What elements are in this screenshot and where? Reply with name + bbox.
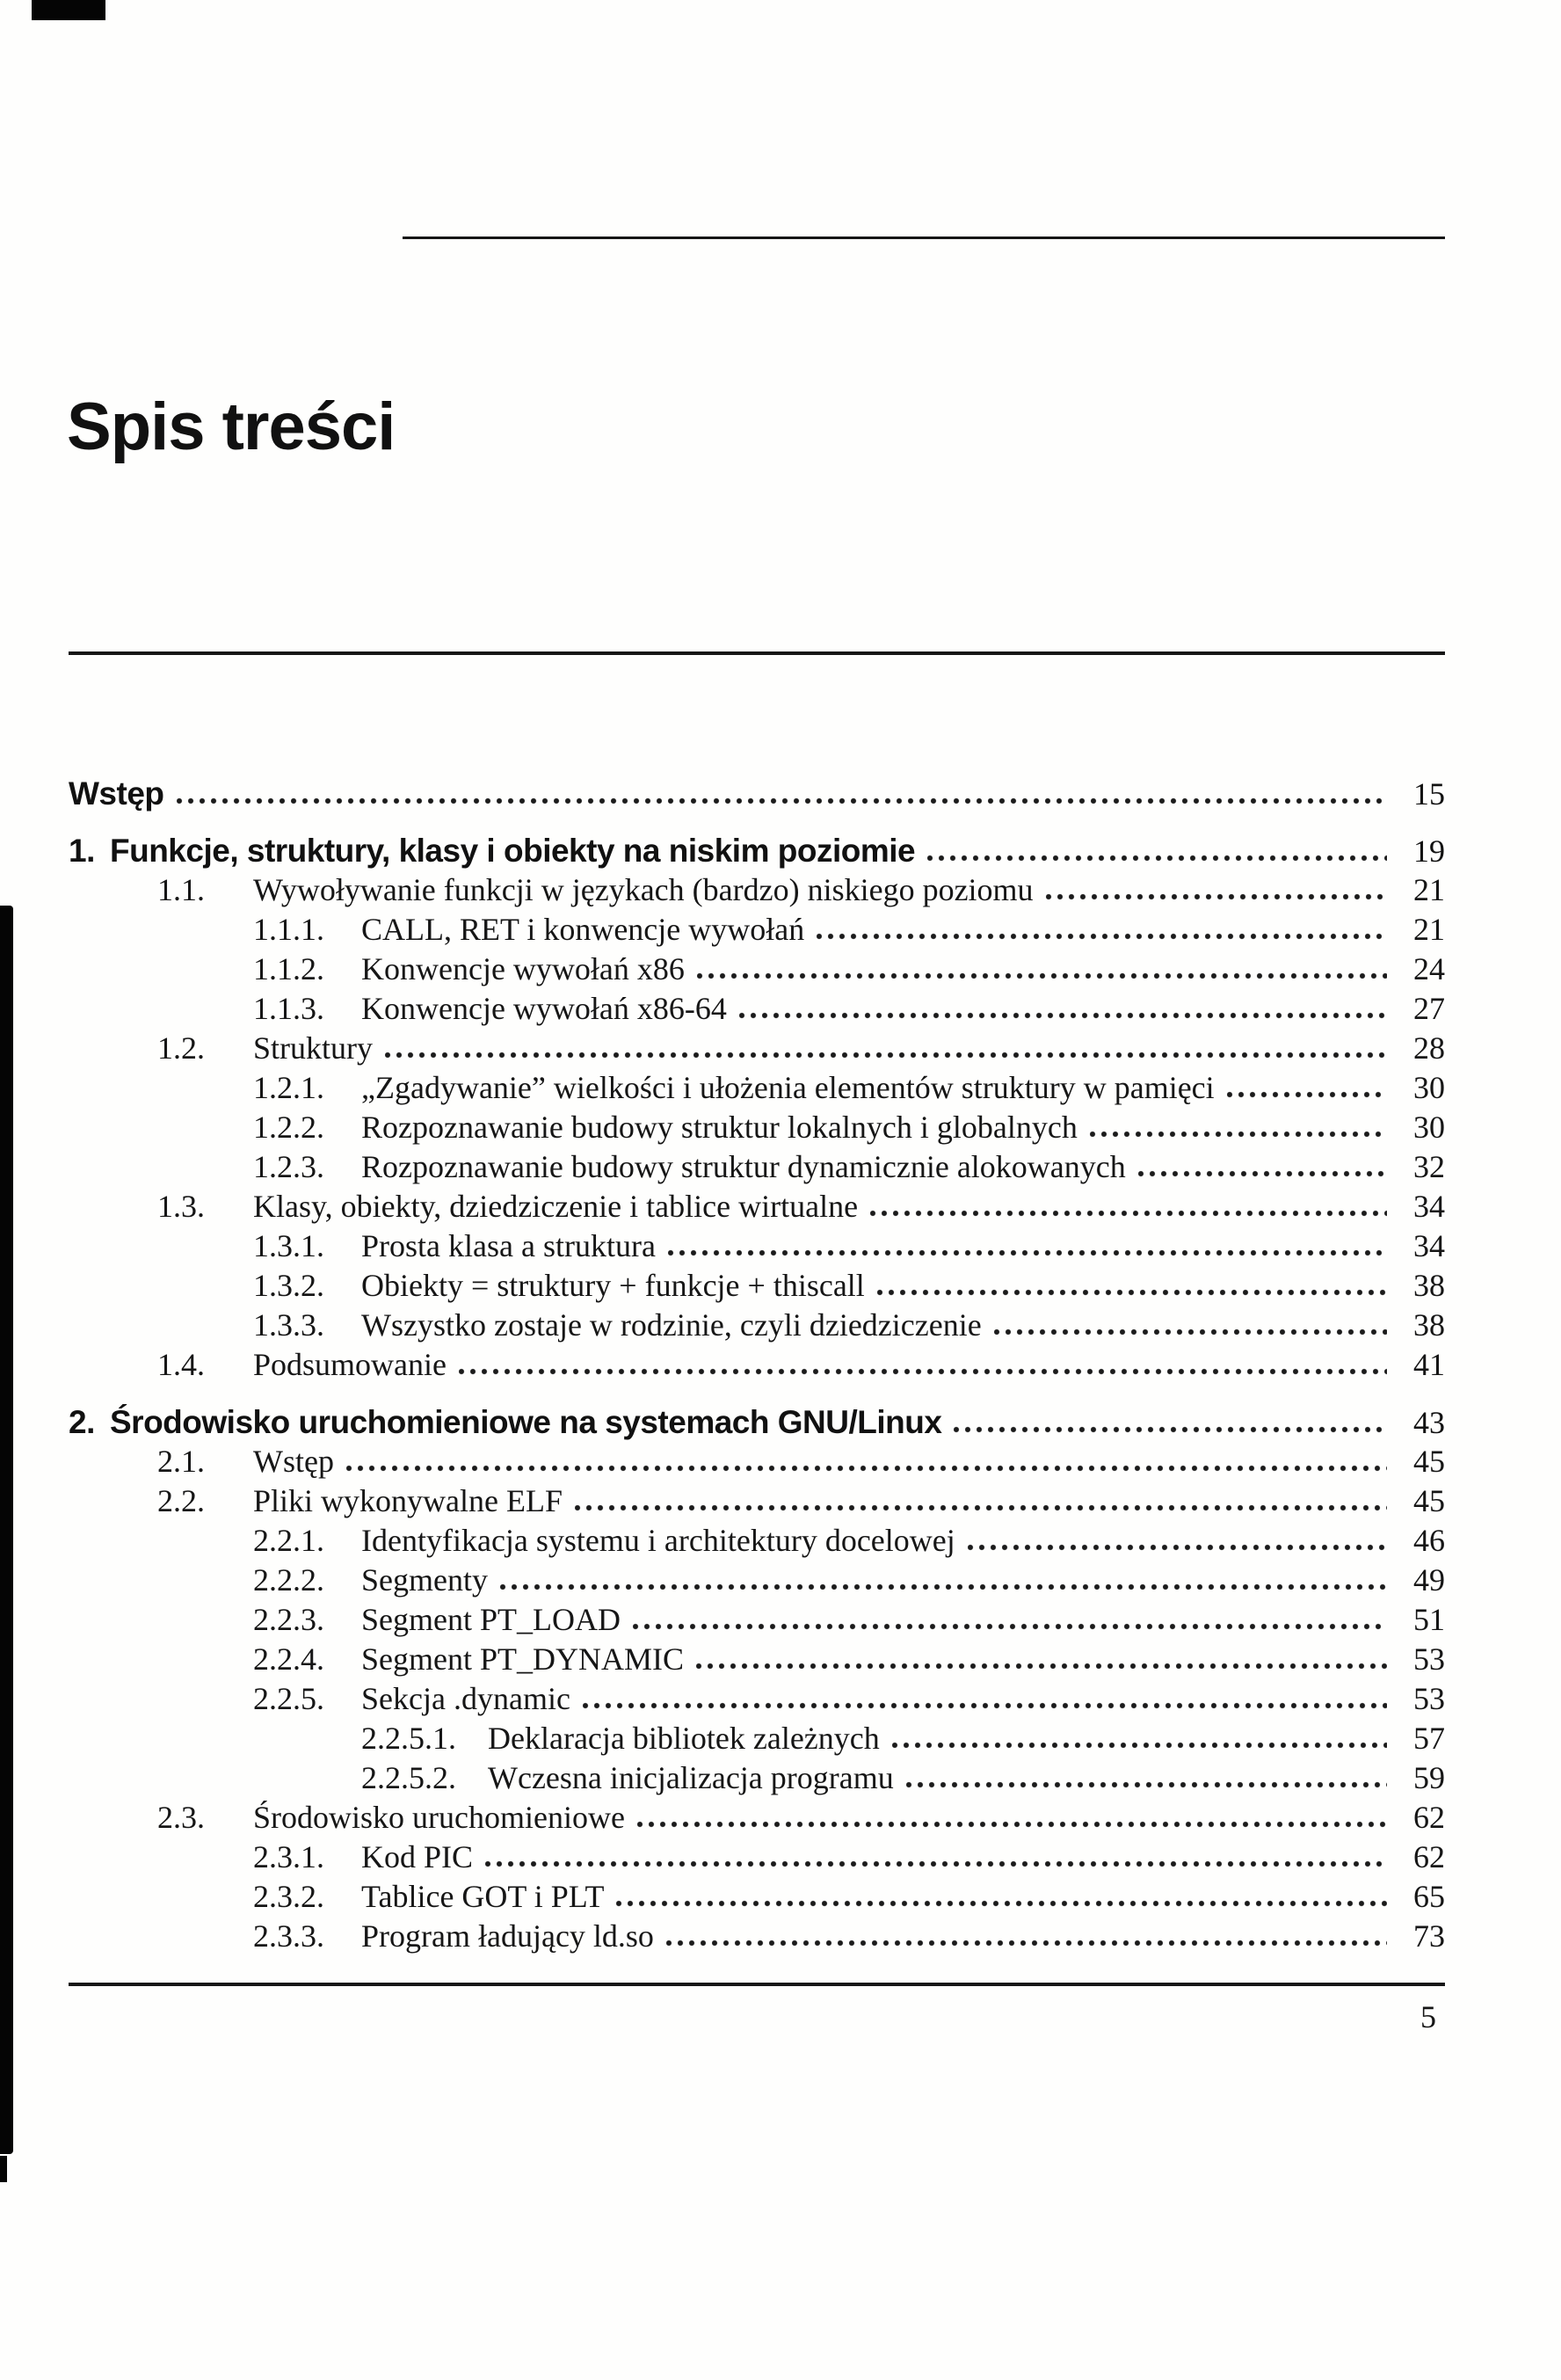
toc-entry-row [69, 1917, 1445, 1956]
dot-leader [892, 1741, 1387, 1749]
dot-leader [954, 1425, 1387, 1433]
entry-page-number: 51 [1413, 1602, 1445, 1637]
entry-label: Segmenty [361, 1562, 488, 1598]
entry-label: Konwencje wywołań x86 [361, 951, 685, 986]
toc-entry-row [69, 870, 1445, 910]
entry-number: 1.3.1. [253, 1228, 324, 1263]
entry-label: CALL, RET i konwencje wywołań [361, 912, 805, 947]
entry-label: Klasy, obiekty, dziedziczenie i tablice wirtualne [253, 1189, 859, 1224]
dot-leader [616, 1899, 1387, 1907]
entry-page-number: 38 [1413, 1307, 1445, 1343]
entry-page-number: 45 [1413, 1483, 1445, 1518]
entry-number: 2. [69, 1404, 95, 1440]
toc-entry-row [69, 950, 1445, 989]
toc-entry-row [69, 1442, 1445, 1481]
dot-leader [575, 1503, 1387, 1511]
dot-leader [1090, 1130, 1387, 1138]
entry-label: Wstęp [69, 775, 164, 812]
toc-heading-row [69, 1402, 1445, 1442]
entry-number: 2.1. [157, 1444, 205, 1479]
dot-leader [906, 1780, 1387, 1788]
entry-number: 2.2.4. [253, 1641, 324, 1677]
dot-leader [485, 1860, 1387, 1867]
dot-leader [177, 797, 1388, 804]
scan-artifact-left-edge [0, 906, 13, 2154]
toc-entry-row [69, 1798, 1445, 1838]
entry-label: Funkcje, struktury, klasy i obiekty na niskim poziomie [110, 833, 916, 869]
toc-heading-row [69, 774, 1445, 813]
toc-entry-row [69, 1679, 1445, 1719]
entry-page-number: 21 [1413, 872, 1445, 907]
entry-label: Wszystko zostaje w rodzinie, czyli dziedziczenie [361, 1307, 982, 1343]
entry-page-number: 43 [1413, 1405, 1445, 1440]
entry-number: 2.2.3. [253, 1602, 324, 1637]
entry-label: Wstęp [253, 1444, 334, 1479]
dot-leader [994, 1328, 1387, 1336]
toc-entry-row [69, 989, 1445, 1029]
entry-page-number: 45 [1413, 1444, 1445, 1479]
toc-entry-row [69, 1877, 1445, 1917]
entry-label: Wywoływanie funkcji w językach (bardzo) niskiego poziomu [253, 872, 1034, 907]
entry-number: 1.3.3. [253, 1307, 324, 1343]
entry-number: 2.2.5. [253, 1681, 324, 1716]
dot-leader [583, 1701, 1387, 1709]
entry-page-number: 15 [1413, 776, 1445, 812]
dot-leader [666, 1939, 1387, 1947]
toc-entry-row [69, 1029, 1445, 1068]
entry-number: 2.2.5.1. [361, 1721, 456, 1756]
toc-entry-row [69, 1068, 1445, 1108]
toc-list [69, 774, 1445, 1956]
entry-page-number: 41 [1413, 1347, 1445, 1382]
entry-number: 2.2.1. [253, 1523, 324, 1558]
entry-label: Deklaracja bibliotek zależnych [488, 1721, 880, 1756]
entry-page-number: 59 [1413, 1760, 1445, 1795]
entry-page-number: 21 [1413, 912, 1445, 947]
entry-page-number: 53 [1413, 1641, 1445, 1677]
entry-number: 2.3. [157, 1800, 205, 1835]
toc-entry-row [69, 1147, 1445, 1187]
entry-label: Podsumowanie [253, 1347, 447, 1382]
entry-label: Sekcja .dynamic [361, 1681, 570, 1716]
entry-number: 1.2.1. [253, 1070, 324, 1105]
entry-label: Identyfikacja systemu i architektury docelowej [361, 1523, 955, 1558]
entry-page-number: 19 [1413, 833, 1445, 869]
entry-label: Wczesna inicjalizacja programu [488, 1760, 894, 1795]
entry-label: Tablice GOT i PLT [361, 1879, 605, 1914]
entry-page-number: 27 [1413, 991, 1445, 1026]
entry-label: Kod PIC [361, 1839, 474, 1874]
entry-number: 1.1. [157, 872, 205, 907]
dot-leader [385, 1051, 1387, 1059]
dot-leader [1138, 1169, 1387, 1177]
entry-page-number: 62 [1413, 1839, 1445, 1874]
dot-leader [1227, 1090, 1387, 1098]
toc-entry-row [69, 1266, 1445, 1306]
entry-page-number: 53 [1413, 1681, 1445, 1716]
entry-number: 1.4. [157, 1347, 205, 1382]
entry-label: Segment PT_LOAD [361, 1602, 621, 1637]
entry-page-number: 62 [1413, 1800, 1445, 1835]
toc-heading-row [69, 831, 1445, 870]
entry-page-number: 57 [1413, 1721, 1445, 1756]
dot-leader [1046, 892, 1387, 900]
entry-label: Prosta klasa a struktura [361, 1228, 656, 1263]
dot-leader [637, 1820, 1387, 1828]
entry-label: Program ładujący ld.so [361, 1918, 654, 1954]
entry-label: Środowisko uruchomieniowe na systemach GNU/Linux [110, 1404, 942, 1440]
entry-page-number: 34 [1413, 1189, 1445, 1224]
toc-entry-row [69, 1345, 1445, 1385]
toc-entry-row [69, 1521, 1445, 1561]
entry-label: Konwencje wywołań x86-64 [361, 991, 727, 1026]
entry-number: 1.2.3. [253, 1149, 324, 1184]
toc-entry-row [69, 1481, 1445, 1521]
entry-number: 1.3.2. [253, 1268, 324, 1303]
entry-number: 1. [69, 833, 95, 869]
dot-leader [870, 1209, 1387, 1217]
dot-leader [877, 1288, 1387, 1296]
entry-label: „Zgadywanie” wielkości i ułożenia elementów struktury w pamięci [361, 1070, 1215, 1105]
entry-number: 1.2.2. [253, 1110, 324, 1145]
toc-entry-row [69, 1306, 1445, 1345]
page-number: 5 [1420, 1999, 1436, 2034]
entry-page-number: 38 [1413, 1268, 1445, 1303]
entry-page-number: 49 [1413, 1562, 1445, 1598]
entry-number: 2.3.3. [253, 1918, 324, 1954]
entry-number: 2.2.2. [253, 1562, 324, 1598]
dot-leader [696, 1662, 1387, 1670]
entry-number: 2.3.2. [253, 1879, 324, 1914]
entry-number: 2.2. [157, 1483, 205, 1518]
dot-leader [500, 1583, 1387, 1590]
entry-label: Struktury [253, 1030, 374, 1066]
entry-page-number: 46 [1413, 1523, 1445, 1558]
entry-label: Środowisko uruchomieniowe [253, 1800, 625, 1835]
entry-page-number: 32 [1413, 1149, 1445, 1184]
toc-entry-row [69, 1226, 1445, 1266]
toc-entry-row [69, 1758, 1445, 1798]
toc-entry-row [69, 1838, 1445, 1877]
header-rule [403, 237, 1445, 239]
entry-page-number: 34 [1413, 1228, 1445, 1263]
toc-entry-row [69, 910, 1445, 950]
scan-artifact-left-edge-2 [0, 2156, 7, 2182]
dot-leader [927, 854, 1387, 862]
entry-number: 1.1.1. [253, 912, 324, 947]
entry-number: 1.3. [157, 1189, 205, 1224]
dot-leader [459, 1367, 1387, 1375]
entry-number: 1.1.3. [253, 991, 324, 1026]
toc-entry-row [69, 1640, 1445, 1679]
entry-page-number: 65 [1413, 1879, 1445, 1914]
entry-page-number: 30 [1413, 1110, 1445, 1145]
footer-rule [69, 1983, 1445, 1986]
dot-leader [739, 1011, 1387, 1019]
entry-label: Segment PT_DYNAMIC [361, 1641, 684, 1677]
toc-entry-row [69, 1600, 1445, 1640]
entry-page-number: 28 [1413, 1030, 1445, 1066]
dot-leader [697, 972, 1387, 979]
entry-label: Rozpoznawanie budowy struktur lokalnych i globalnych [361, 1110, 1078, 1145]
entry-number: 2.2.5.2. [361, 1760, 456, 1795]
entry-number: 1.1.2. [253, 951, 324, 986]
entry-page-number: 24 [1413, 951, 1445, 986]
scan-artifact-top-edge [32, 0, 105, 20]
dot-leader [968, 1543, 1387, 1551]
toc-entry-row [69, 1187, 1445, 1226]
page-title: Spis treści [67, 389, 396, 464]
dot-leader [633, 1622, 1387, 1630]
dot-leader [346, 1464, 1387, 1472]
dot-leader [668, 1248, 1387, 1256]
entry-page-number: 73 [1413, 1918, 1445, 1954]
dot-leader [817, 932, 1387, 940]
entry-number: 1.2. [157, 1030, 205, 1066]
entry-label: Pliki wykonywalne ELF [253, 1483, 563, 1518]
toc-entry-row [69, 1719, 1445, 1758]
title-separator-rule [69, 651, 1445, 655]
entry-label: Obiekty = struktury + funkcje + thiscall [361, 1268, 865, 1303]
entry-number: 2.3.1. [253, 1839, 324, 1874]
toc-entry-row [69, 1561, 1445, 1600]
entry-page-number: 30 [1413, 1070, 1445, 1105]
entry-label: Rozpoznawanie budowy struktur dynamicznie alokowanych [361, 1149, 1126, 1184]
toc-entry-row [69, 1108, 1445, 1147]
